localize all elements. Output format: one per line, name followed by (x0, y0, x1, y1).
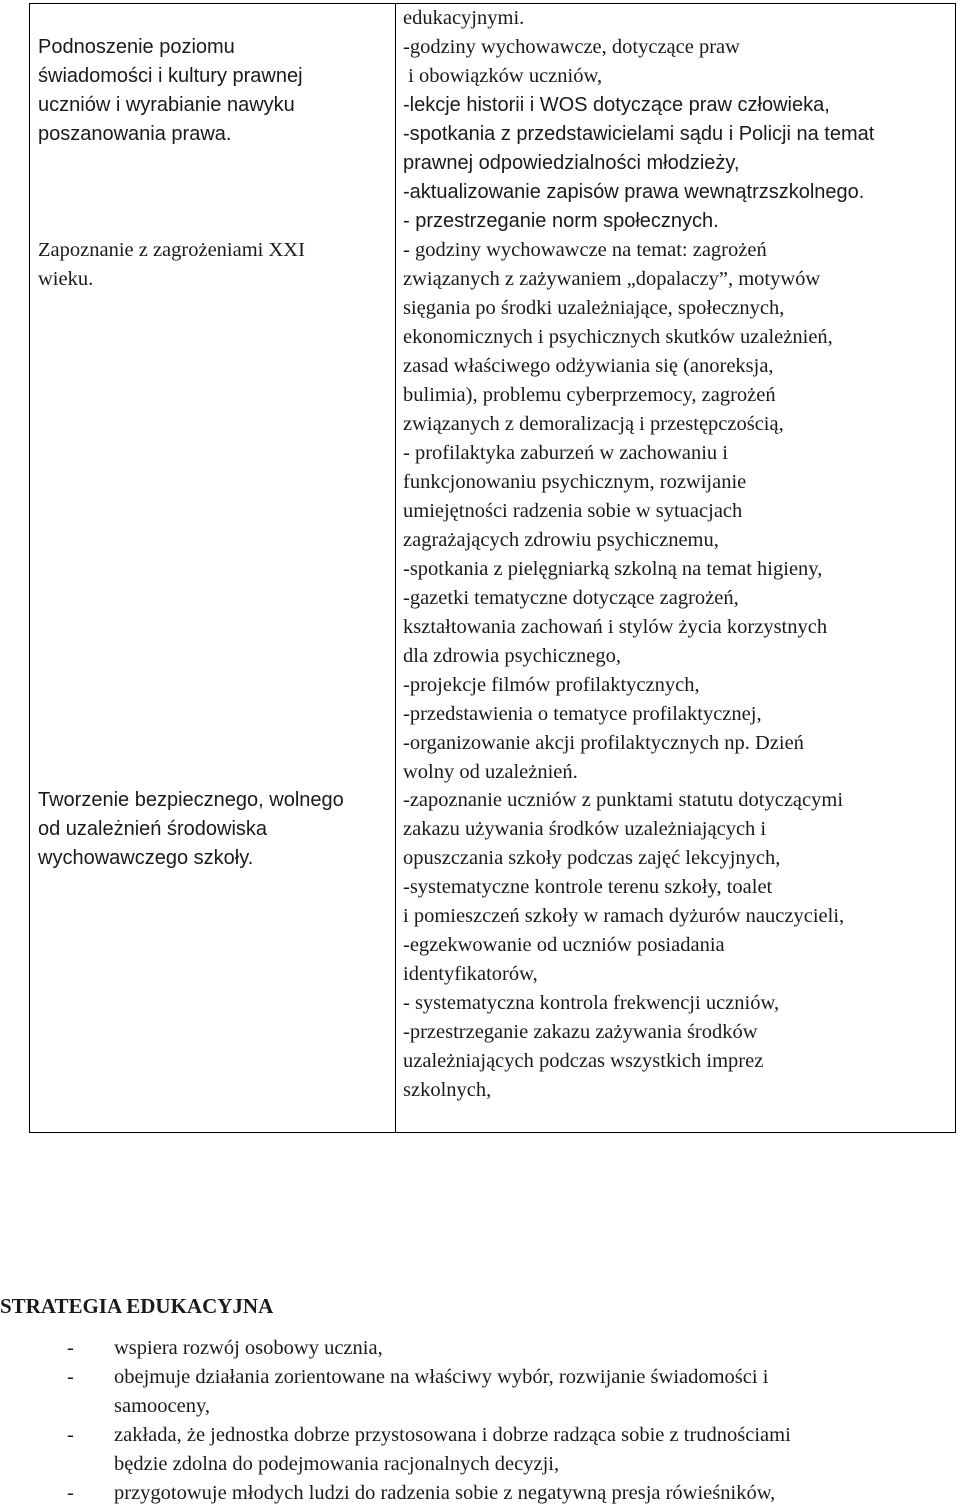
action-line: wolny od uzależnień. (403, 761, 578, 783)
action-line: -godziny wychowawcze, dotyczące praw (403, 36, 740, 58)
action-line: -aktualizowanie zapisów prawa wewnątrzszkolnego. (403, 181, 865, 203)
action-line: -przedstawienia o tematyce profilaktycznej, (403, 703, 762, 725)
list-dash: - (67, 1482, 74, 1504)
goal-line: świadomości i kultury prawnej (38, 65, 303, 87)
action-line: ekonomicznych i psychicznych skutków uzależnień, (403, 326, 833, 348)
action-line: dla zdrowia psychicznego, (403, 645, 622, 667)
action-line: prawnej odpowiedzialności młodzieży, (403, 152, 740, 174)
actions-cell-threats (403, 236, 953, 787)
list-item (0, 1363, 960, 1421)
action-line: kształtowania zachowań i stylów życia korzystnych (403, 616, 828, 638)
list-item-text: samooceny, (114, 1395, 211, 1417)
action-line: -lekcje historii i WOS dotyczące praw człowieka, (403, 94, 830, 116)
action-line: -przestrzeganie zakazu zażywania środków (403, 1021, 758, 1043)
list-dash: - (67, 1337, 74, 1359)
goal-cell-legal-culture (38, 33, 390, 149)
list-item-text: zakłada, że jednostka dobrze przystosowana i dobrze radząca sobie z trudnościami (114, 1424, 791, 1446)
goal-line: od uzależnień środowiska (38, 818, 268, 840)
list-item-text: przygotowuje młodych ludzi do radzenia sobie z negatywną presja rówieśników, (114, 1482, 776, 1504)
list-item (0, 1334, 960, 1363)
action-line: -organizowanie akcji profilaktycznych np. Dzień (403, 732, 804, 754)
action-line: -gazetki tematyczne dotyczące zagrożeń, (403, 587, 739, 609)
action-line: sięgania po środki uzależniające, społecznych, (403, 297, 785, 319)
action-line: szkolnych, (403, 1079, 492, 1101)
action-line: umiejętności radzenia sobie w sytuacjach (403, 500, 743, 522)
action-line: i pomieszczeń szkoły w ramach dyżurów nauczycieli, (403, 905, 845, 927)
list-item-text: wspiera rozwój osobowy ucznia, (114, 1337, 383, 1359)
goal-line: Podnoszenie poziomu (38, 36, 235, 58)
actions-cell-safe-environment (403, 786, 953, 1105)
list-dash: - (67, 1424, 74, 1446)
action-line: -spotkania z pielęgniarką szkolną na temat higieny, (403, 558, 823, 580)
action-line: i obowiązków uczniów, (403, 65, 603, 87)
goal-line: wieku. (38, 268, 94, 290)
action-line: zasad właściwego odżywiania się (anoreksja, (403, 355, 774, 377)
action-line: uzależniających podczas wszystkich imprez (403, 1050, 764, 1072)
action-line: związanych z zażywaniem „dopalaczy”, motywów (403, 268, 821, 290)
goal-line: Zapoznanie z zagrożeniami XXI (38, 239, 305, 261)
action-line: - godziny wychowawcze na temat: zagrożeń (403, 239, 767, 261)
strategy-list (0, 1334, 960, 1508)
action-line: - systematyczna kontrola frekwencji uczniów, (403, 992, 780, 1014)
actions-cell-legal-culture (403, 4, 953, 236)
list-dash: - (67, 1366, 74, 1388)
action-line: -spotkania z przedstawicielami sądu i Policji na temat (403, 123, 875, 145)
list-item-text: będzie zdolna do podejmowania racjonalnych decyzji, (114, 1453, 560, 1475)
action-line: -egzekwowanie od uczniów posiadania (403, 934, 725, 956)
action-line: zagrażających zdrowiu psychicznemu, (403, 529, 719, 551)
table-column-divider (395, 3, 396, 1133)
action-line: bulimia), problemu cyberprzemocy, zagrożeń (403, 384, 776, 406)
goal-line: poszanowania prawa. (38, 123, 232, 145)
action-line: - przestrzeganie norm społecznych. (403, 210, 719, 232)
goal-line: uczniów i wyrabianie nawyku (38, 94, 295, 116)
goal-cell-safe-environment (38, 786, 390, 873)
action-line: związanych z demoralizacją i przestępczością, (403, 413, 784, 435)
action-line: funkcjonowaniu psychicznym, rozwijanie (403, 471, 747, 493)
list-item-text: obejmuje działania zorientowane na właściwy wybór, rozwijanie świadomości i (114, 1366, 769, 1388)
list-item (0, 1421, 960, 1479)
action-line: identyfikatorów, (403, 963, 538, 985)
action-line: edukacyjnymi. (403, 7, 525, 29)
action-line: -zapoznanie uczniów z punktami statutu dotyczącymi (403, 789, 844, 811)
goal-cell-threats (38, 236, 390, 294)
list-item (0, 1479, 960, 1508)
goal-line: Tworzenie bezpiecznego, wolnego (38, 789, 344, 811)
action-line: -systematyczne kontrole terenu szkoły, toalet (403, 876, 773, 898)
action-line: opuszczania szkoły podczas zajęć lekcyjnych, (403, 847, 781, 869)
goal-line: wychowawczego szkoły. (38, 847, 254, 869)
strategy-heading: STRATEGIA EDUKACYJNA (0, 1294, 274, 1318)
action-line: zakazu używania środków uzależniających i (403, 818, 767, 840)
action-line: - profilaktyka zaburzeń w zachowaniu i (403, 442, 729, 464)
action-line: -projekcje filmów profilaktycznych, (403, 674, 700, 696)
